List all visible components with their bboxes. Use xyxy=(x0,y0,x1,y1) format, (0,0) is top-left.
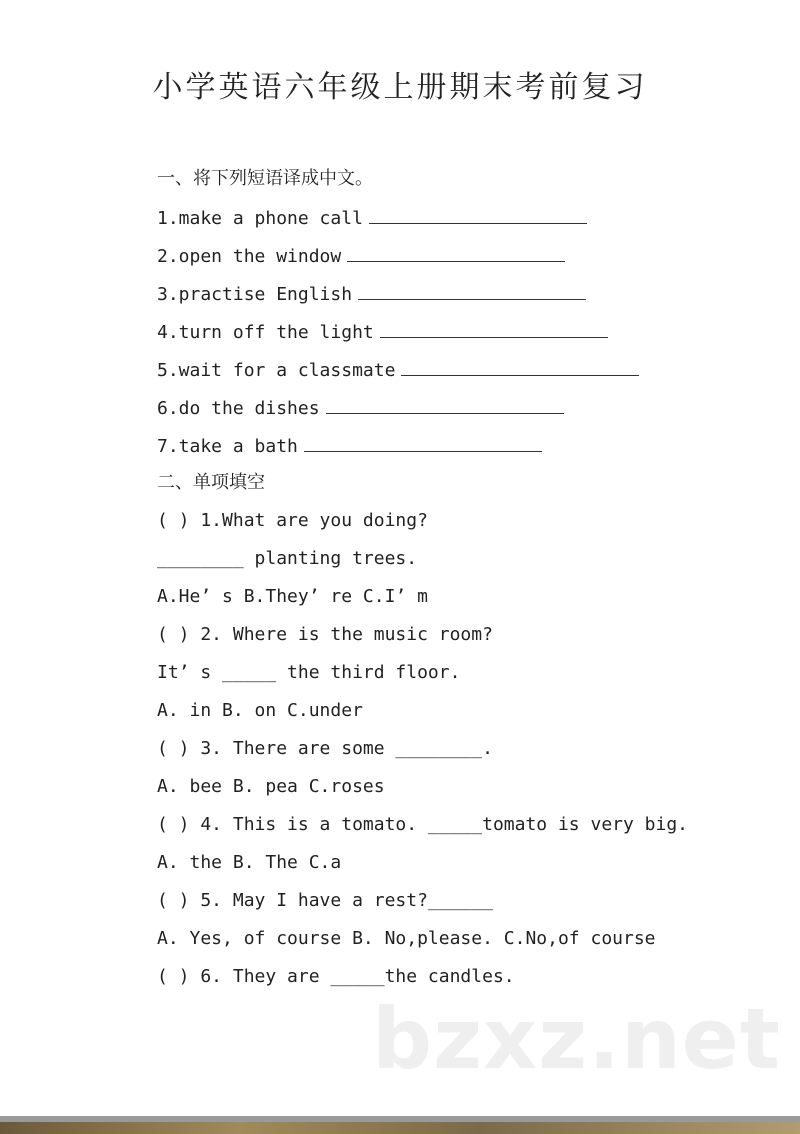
section1-heading: 一、将下列短语译成中文。 xyxy=(157,168,373,189)
options-line: A. Yes, of course B. No,please. C.No,of course xyxy=(157,928,656,949)
question-line: ( ) 6. They are _____the candles. xyxy=(157,966,515,987)
phrase-text: 2.open the window xyxy=(157,246,342,267)
question-line: It’ s _____ the third floor. xyxy=(157,662,461,683)
question-line: ( ) 4. This is a tomato. _____tomato is very big. xyxy=(157,814,689,835)
phrase-item-5 xyxy=(157,357,639,383)
section2-heading: 二、单项填空 xyxy=(157,472,265,493)
options-line: A. the B. The C.a xyxy=(157,852,342,873)
page-title: 小学英语六年级上册期末考前复习 xyxy=(152,70,648,105)
options-line: A. in B. on C.under xyxy=(157,700,363,721)
question-line: ( ) 1.What are you doing? xyxy=(157,510,428,531)
phrase-item-7 xyxy=(157,433,542,459)
answer-blank xyxy=(369,205,587,224)
options-line: A. bee B. pea C.roses xyxy=(157,776,385,797)
answer-blank xyxy=(347,243,565,262)
phrase-text: 4.turn off the light xyxy=(157,322,374,343)
watermark-text: bzxz.net xyxy=(372,990,781,1088)
question-line: ( ) 2. Where is the music room? xyxy=(157,624,493,645)
question-line: ( ) 5. May I have a rest?______ xyxy=(157,890,493,911)
phrase-item-6 xyxy=(157,395,564,421)
phrase-item-3 xyxy=(157,281,586,307)
phrase-text: 7.take a bath xyxy=(157,436,298,457)
options-line: A.He’ s B.They’ re C.I’ m xyxy=(157,586,428,607)
question-line: ( ) 3. There are some ________. xyxy=(157,738,493,759)
answer-blank xyxy=(380,319,608,338)
phrase-text: 5.wait for a classmate xyxy=(157,360,396,381)
phrase-item-2 xyxy=(157,243,565,269)
next-page-strip xyxy=(0,1122,800,1134)
phrase-text: 3.practise English xyxy=(157,284,353,305)
answer-blank xyxy=(358,281,586,300)
phrase-text: 6.do the dishes xyxy=(157,398,320,419)
phrase-text: 1.make a phone call xyxy=(157,208,363,229)
phrase-item-1 xyxy=(157,205,587,231)
answer-blank xyxy=(304,433,542,452)
question-line: ________ planting trees. xyxy=(157,548,418,569)
answer-blank xyxy=(401,357,639,376)
answer-blank xyxy=(326,395,564,414)
phrase-item-4 xyxy=(157,319,608,345)
